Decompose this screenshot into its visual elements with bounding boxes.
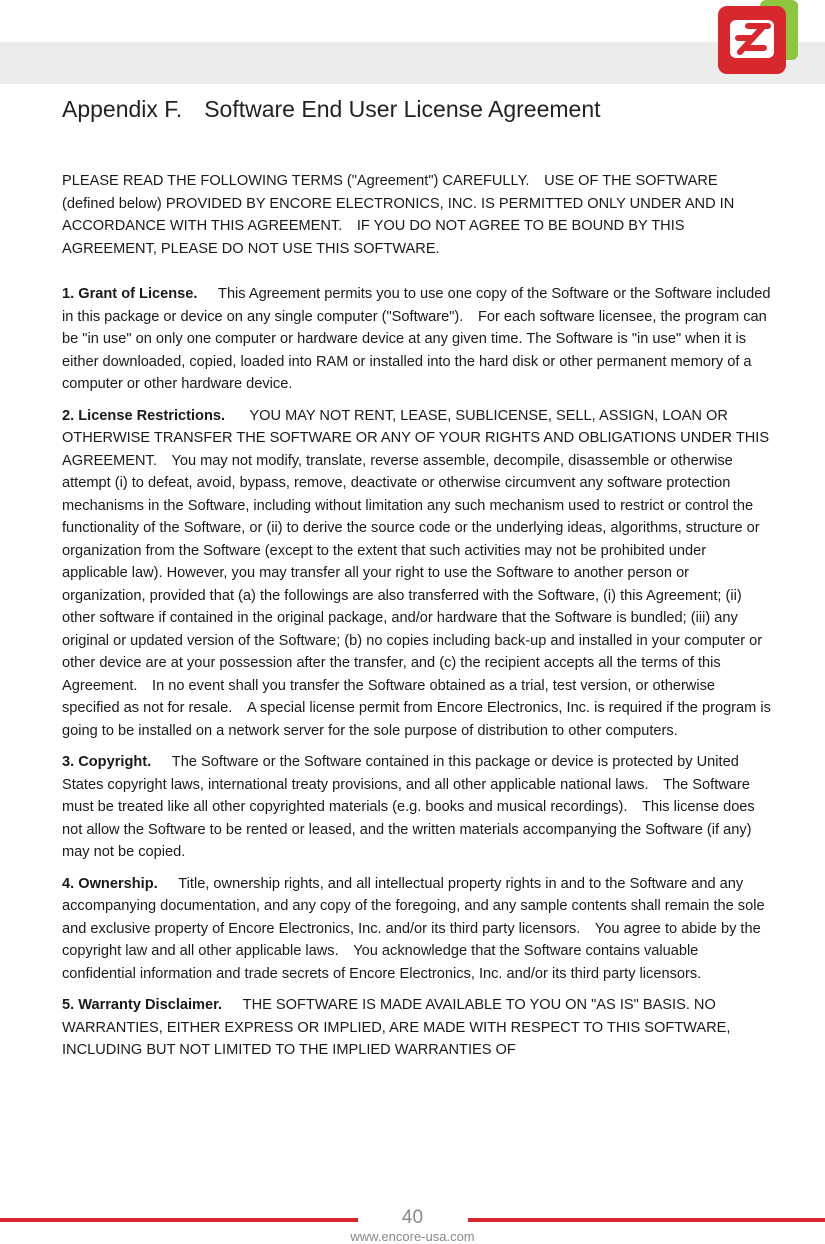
section-heading: 3. Copyright. [62, 754, 152, 770]
section-heading: 4. Ownership. [62, 875, 158, 892]
page-title [62, 96, 601, 123]
section-body: YOU MAY NOT RENT, LEASE, SUBLICENSE, SELL, ASSIGN, LOAN OR OTHERWISE TRANSFER THE SOFTWARE OR ANY OF YOUR RIGHTS AND OBLIGATIONS UNDER THIS AGREEMENT. You may not modify, translate, reverse assemble, decompile, disassemble or otherwise attempt (i) to defeat, avoid, bypass, remove, deactivate or otherwise circumvent any software protection mechanisms in the Software, including without limitation any such mechanism used to restrict or control the functionality of the Software, or (ii) to derive the source code or the underlying ideas, algorithms, structure or organization from the Software (except to the extent that such activities may not be prohibited under applicable law). However, you may transfer all your right to use the Software to another person or organization, provided that (a) the followings are also transferred with the Software, (i) this Agreement; (ii) other software if contained in the original package, and/or hardware that the Software is bundled; (iii) any original or updated version of the Software; (b) no copies including back-up and installed in your computer or other device are at your possession after the transfer, and (c) the recipient accepts all the terms of this Agreement. In no event shall you transfer the Software obtained as a trial, test version, or otherwise specified as not for resale. A special license permit from Encore Electronics, Inc. is required if the program is going to be installed on a network server for the sole purpose of distribution to other computers. [62, 407, 771, 739]
section-heading: 2. License Restrictions. [62, 407, 226, 424]
section-body: THE SOFTWARE IS MADE AVAILABLE TO YOU ON "AS IS" BASIS. NO WARRANTIES, EITHER EXPRESS OR IMPLIED, ARE MADE WITH RESPECT TO THIS SOFTWARE, INCLUDING BUT NOT LIMITED TO THE IMPLIED WARRANTIES OF [62, 997, 731, 1058]
section-body: Title, ownership rights, and all intellectual property rights in and to the Software and any accompanying documentation, and any copy of the foregoing, and any sample contents shall remain the sole and exclusive property of Encore Electronics, Inc. and/or its third party licensors. You agree to abide by the copyright law and all other applicable laws. You acknowledge that the Software contains valuable confidential information and trade secrets of Encore Electronics, Inc. and/or its third party licensors. [62, 875, 765, 982]
title-text: Software End User License Agreement [204, 96, 601, 122]
section-body: The Software or the Software contained in this package or device is protected by United States copyright laws, international treaty provisions, and all other applicable national laws. The Software must be treated like all other copyrighted materials (e.g. books and musical recordings). This license does not allow the Software to be rented or leased, and the written materials accompanying the Software (if any) may not be copied. [62, 754, 755, 860]
section-ownership [62, 873, 774, 986]
title-prefix: Appendix F. [62, 96, 183, 122]
section-warranty-disclaimer [62, 994, 774, 1062]
header-band [0, 42, 825, 84]
section-license-restrictions [62, 405, 774, 743]
section-heading: 1. Grant of License. [62, 286, 198, 302]
section-grant-of-license [62, 283, 774, 396]
section-body: This Agreement permits you to use one copy of the Software or the Software included in this package or device on any single computer ("Software"). For each software licensee, the program can be "in use" on only one computer or hardware device at any given time. The Software is "in use" when it is either downloaded, copied, loaded into RAM or installed into the hard disk or other permanent memory of a computer or other hardware device. [62, 286, 771, 392]
encore-e-logo-icon [716, 0, 800, 78]
footer-website-link[interactable]: www.encore-usa.com [350, 1229, 475, 1244]
section-copyright [62, 751, 774, 864]
section-heading: 5. Warranty Disclaimer. [62, 997, 223, 1013]
license-body [62, 170, 774, 1071]
intro-paragraph: PLEASE READ THE FOLLOWING TERMS ("Agreement") CAREFULLY. USE OF THE SOFTWARE (defined below) PROVIDED BY ENCORE ELECTRONICS, INC. IS PERMITTED ONLY UNDER AND IN ACCORDANCE WITH THIS AGREEMENT. IF YOU DO NOT AGREE TO BE BOUND BY THIS AGREEMENT, PLEASE DO NOT USE THIS SOFTWARE. [62, 173, 735, 257]
page-number: 40 [401, 1207, 424, 1228]
